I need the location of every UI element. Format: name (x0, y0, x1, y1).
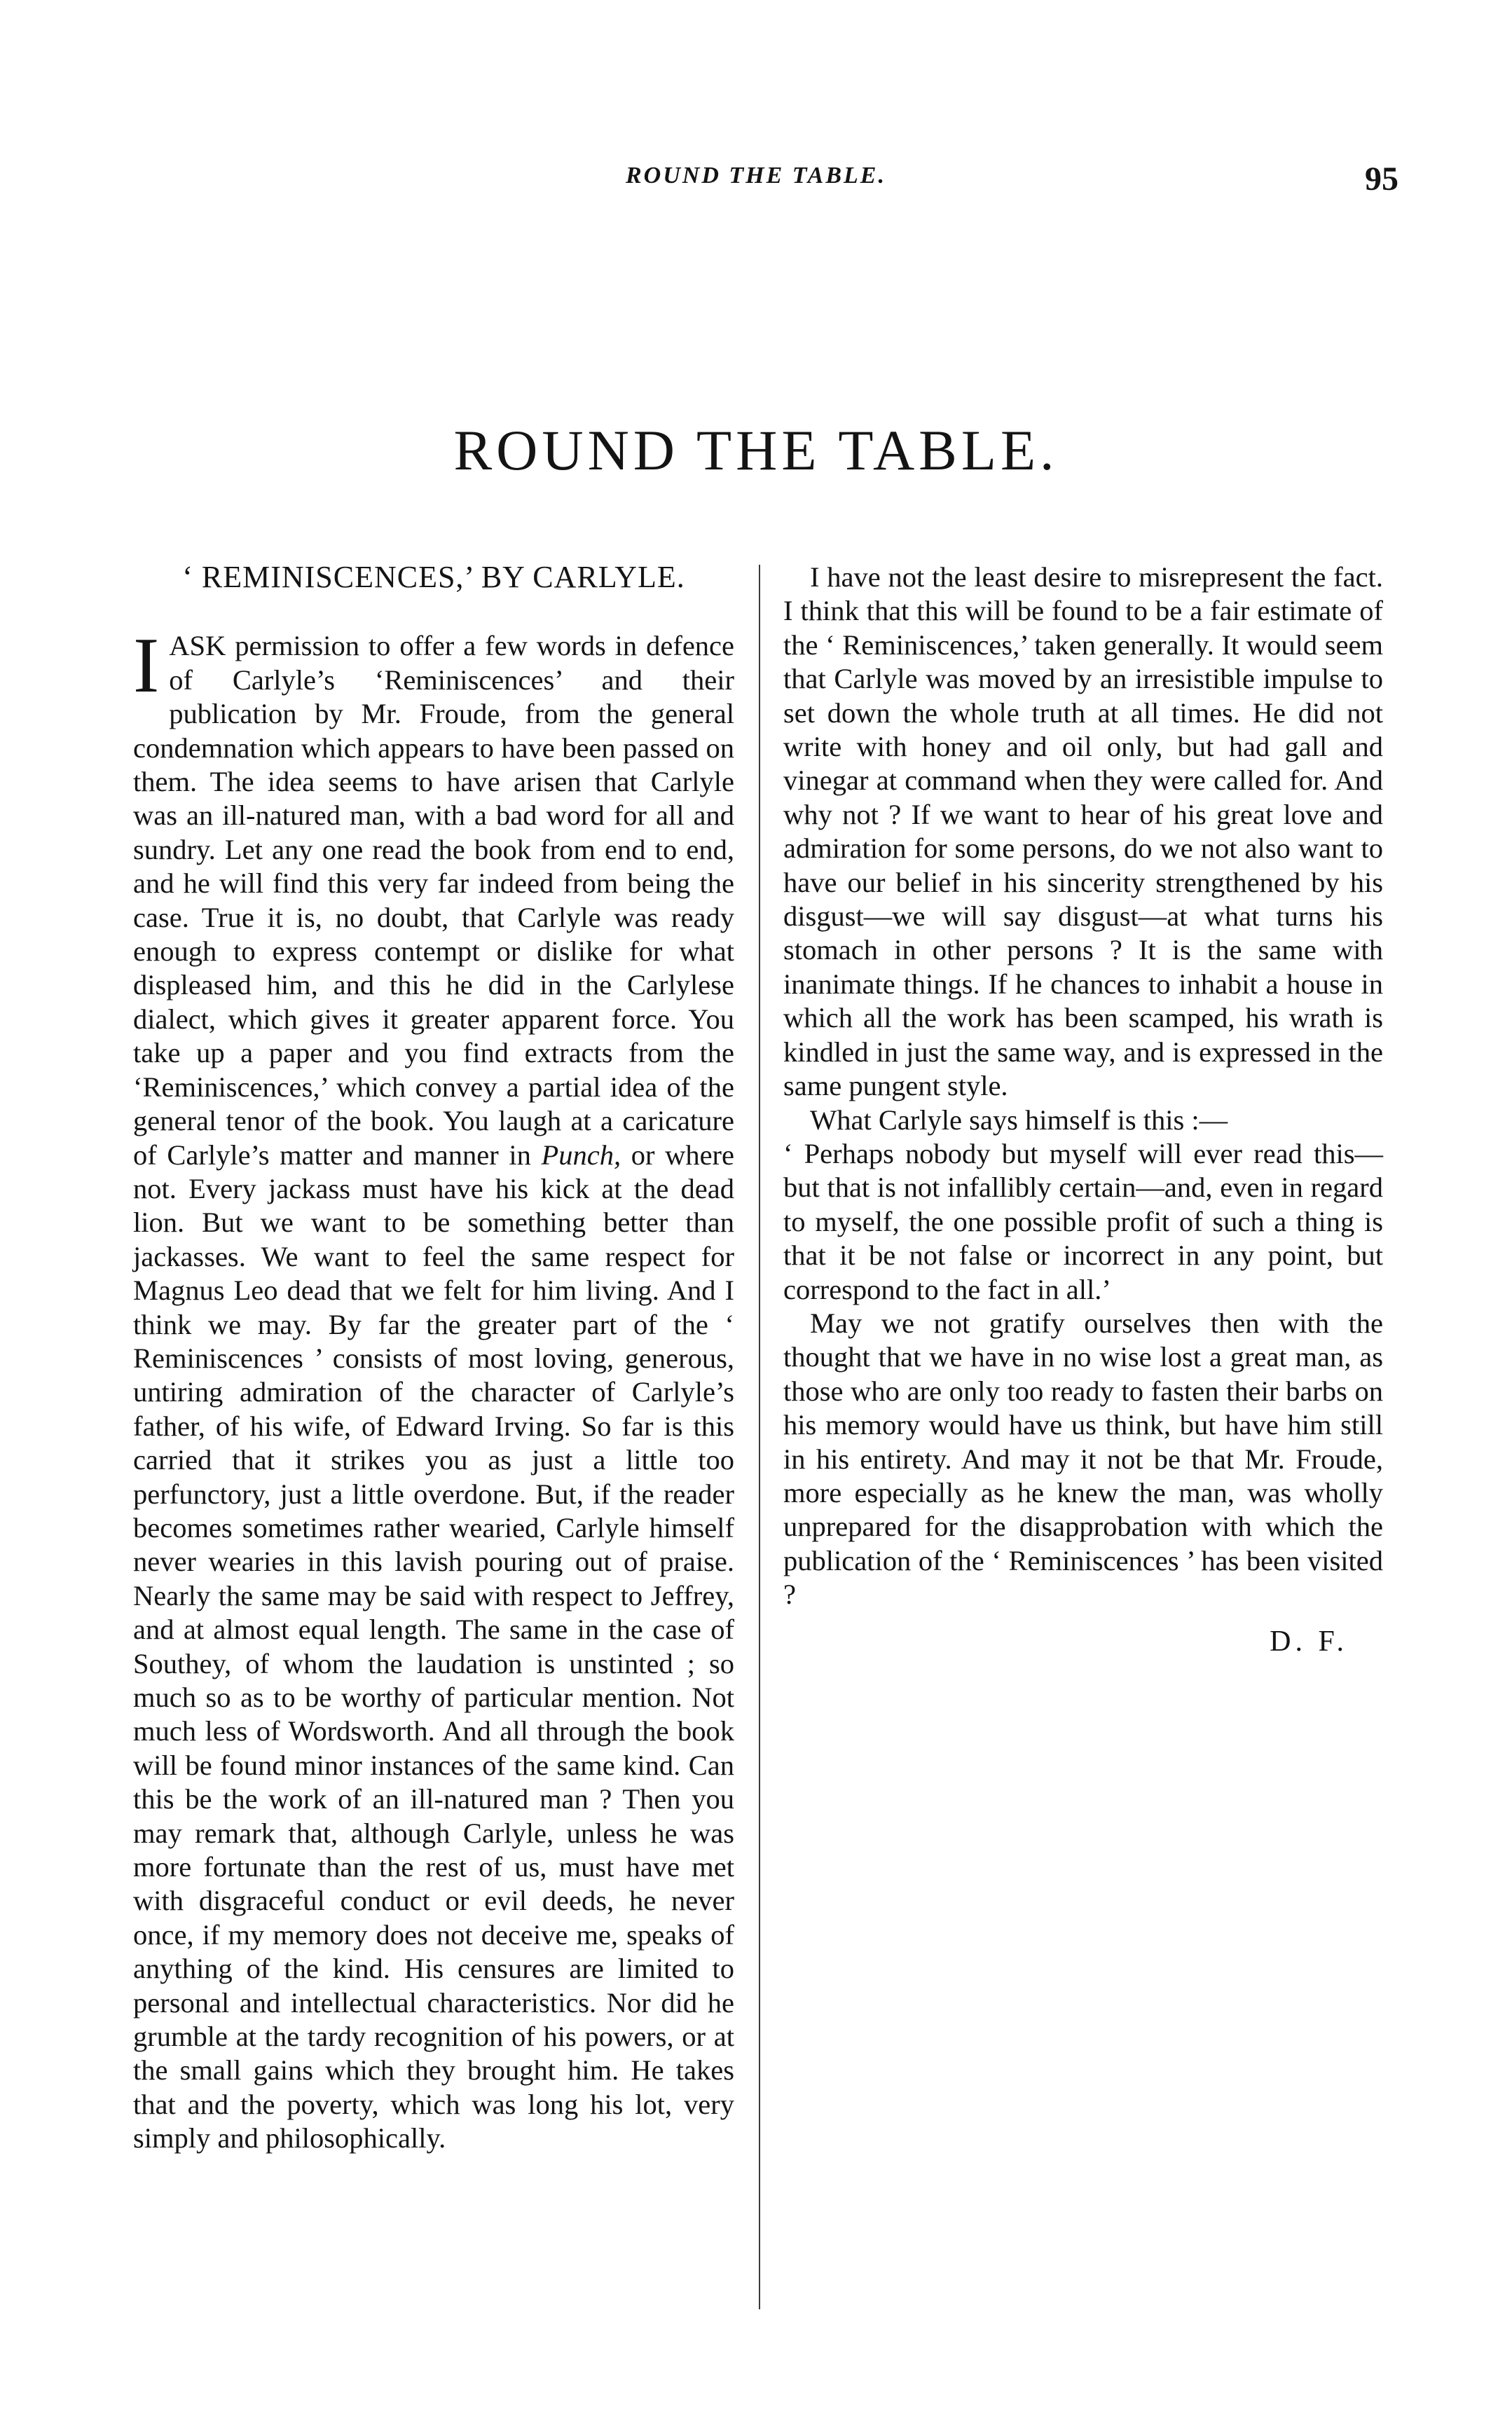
right-column (783, 561, 1383, 1658)
paragraph-1 (133, 622, 735, 2155)
paragraph-3: What Carlyle says himself is this :— (810, 1104, 1228, 1136)
paragraph-1-text: ASK permission to offer a few words in defence of Carlyle’s ‘Reminiscences’ and their publication by Mr. Froude, from the general condemnation which appears to have been passed on them. The idea seems to have arisen that Carlyle was an ill-natured man, with a bad word for all and sundry. Let any one read the book from end to end, and he will find this very far indeed from being the case. True it is, no doubt, that Carlyle was ready enough to express contempt or dislike for what displeased him, and this he did in the Carlylese dialect, which gives it greater apparent force. You take up a paper and you find extracts from the ‘Reminiscences,’ which convey a partial idea of the general tenor of the book. You laugh at a caricature of Carlyle’s matter and manner in (133, 630, 734, 1171)
paragraph-1-tail: or where not. Every jackass must have his kick at the dead lion. But we want to be something better than jackasses. We want to feel the same respect for Magnus Leo dead that we felt for him living. And I think we may. By far the greater part of the ‘ Reminiscences ’ consists of most loving, generous, untiring admiration of the character of Carlyle’s father, of his wife, of Edward Irving. So far is this carried that it strikes you as just a little too perfunctory, just a little overdone. But, if the reader becomes sometimes rather wearied, Carlyle himself never wearies in this lavish pouring out of praise. Nearly the same may be said with respect to Jeffrey, and at almost equal length. The same in the case of Southey, of whom the laudation is unstinted ; so much so as to be worthy of particular mention. Not much less of Wordsworth. And all through the book will be found minor instances of the same kind. Can this be the work of an ill-natured man ? Then you may remark that, although Carlyle, unless he was more fortunate than the rest of us, must have met with disgraceful conduct or evil deeds, he never once, if my memory does not deceive me, speaks of anything of the kind. His censures are limited to personal and intellectual characteristics. Nor did he grumble at the tardy recognition of his powers, or at the small gains which they brought him. He takes that and the poverty, which was long his lot, very simply and philosophically. (133, 1139, 735, 2154)
column-divider (759, 565, 760, 2309)
paragraph-4: May we not gratify ourselves then with the thought that we have in no wise lost a great man, as those who are only too ready to fasten their barbs on his memory would have us think, but have him still in his entirety. And may it not be that Mr. Froude, more especially as he knew the man, was wholly unprepared for the disapprobation with which the publication of the ‘ Reminiscences ’ has been visited ? (783, 1307, 1383, 1611)
drop-cap: I (133, 622, 160, 710)
left-column (133, 561, 734, 2156)
running-head: ROUND THE TABLE. (626, 163, 886, 188)
signature: D. F. (1270, 1625, 1348, 1658)
paragraph-2: I have not the least desire to misrepresent the fact. I think that this will be found to be a fair estimate of the ‘ Reminiscences,’ taken generally. It would seem that Carlyle was moved by an irresistible impulse to set down the whole truth at all times. He did not write with honey and oil only, but had gall and vinegar at command when they were called for. And why not ? If we want to hear of his great love and admiration for some persons, do we not also want to have our belief in his sincerity strengthened by his disgust—we will say disgust—at what turns his stomach in other persons ? It is the same with inanimate things. If he chances to inhabit a house in which all the work has been scamped, his wrath is kindled in just the same way, and is expressed in the same pungent style. (783, 561, 1383, 1102)
quotation: ‘ Perhaps nobody but myself will ever read this—but that is not infallibly certain—and, even in regard to myself, the one possible profit of such a thing is that it be not false or incorrect in any point, but correspond to the fact in all.’ (783, 1137, 1383, 1305)
article-title: ‘ REMINISCENCES,’ BY CARLYLE. (182, 560, 685, 594)
page-title: ROUND THE TABLE. (453, 418, 1059, 482)
italic-punch: Punch, (541, 1139, 621, 1171)
page-number: 95 (1365, 160, 1398, 198)
